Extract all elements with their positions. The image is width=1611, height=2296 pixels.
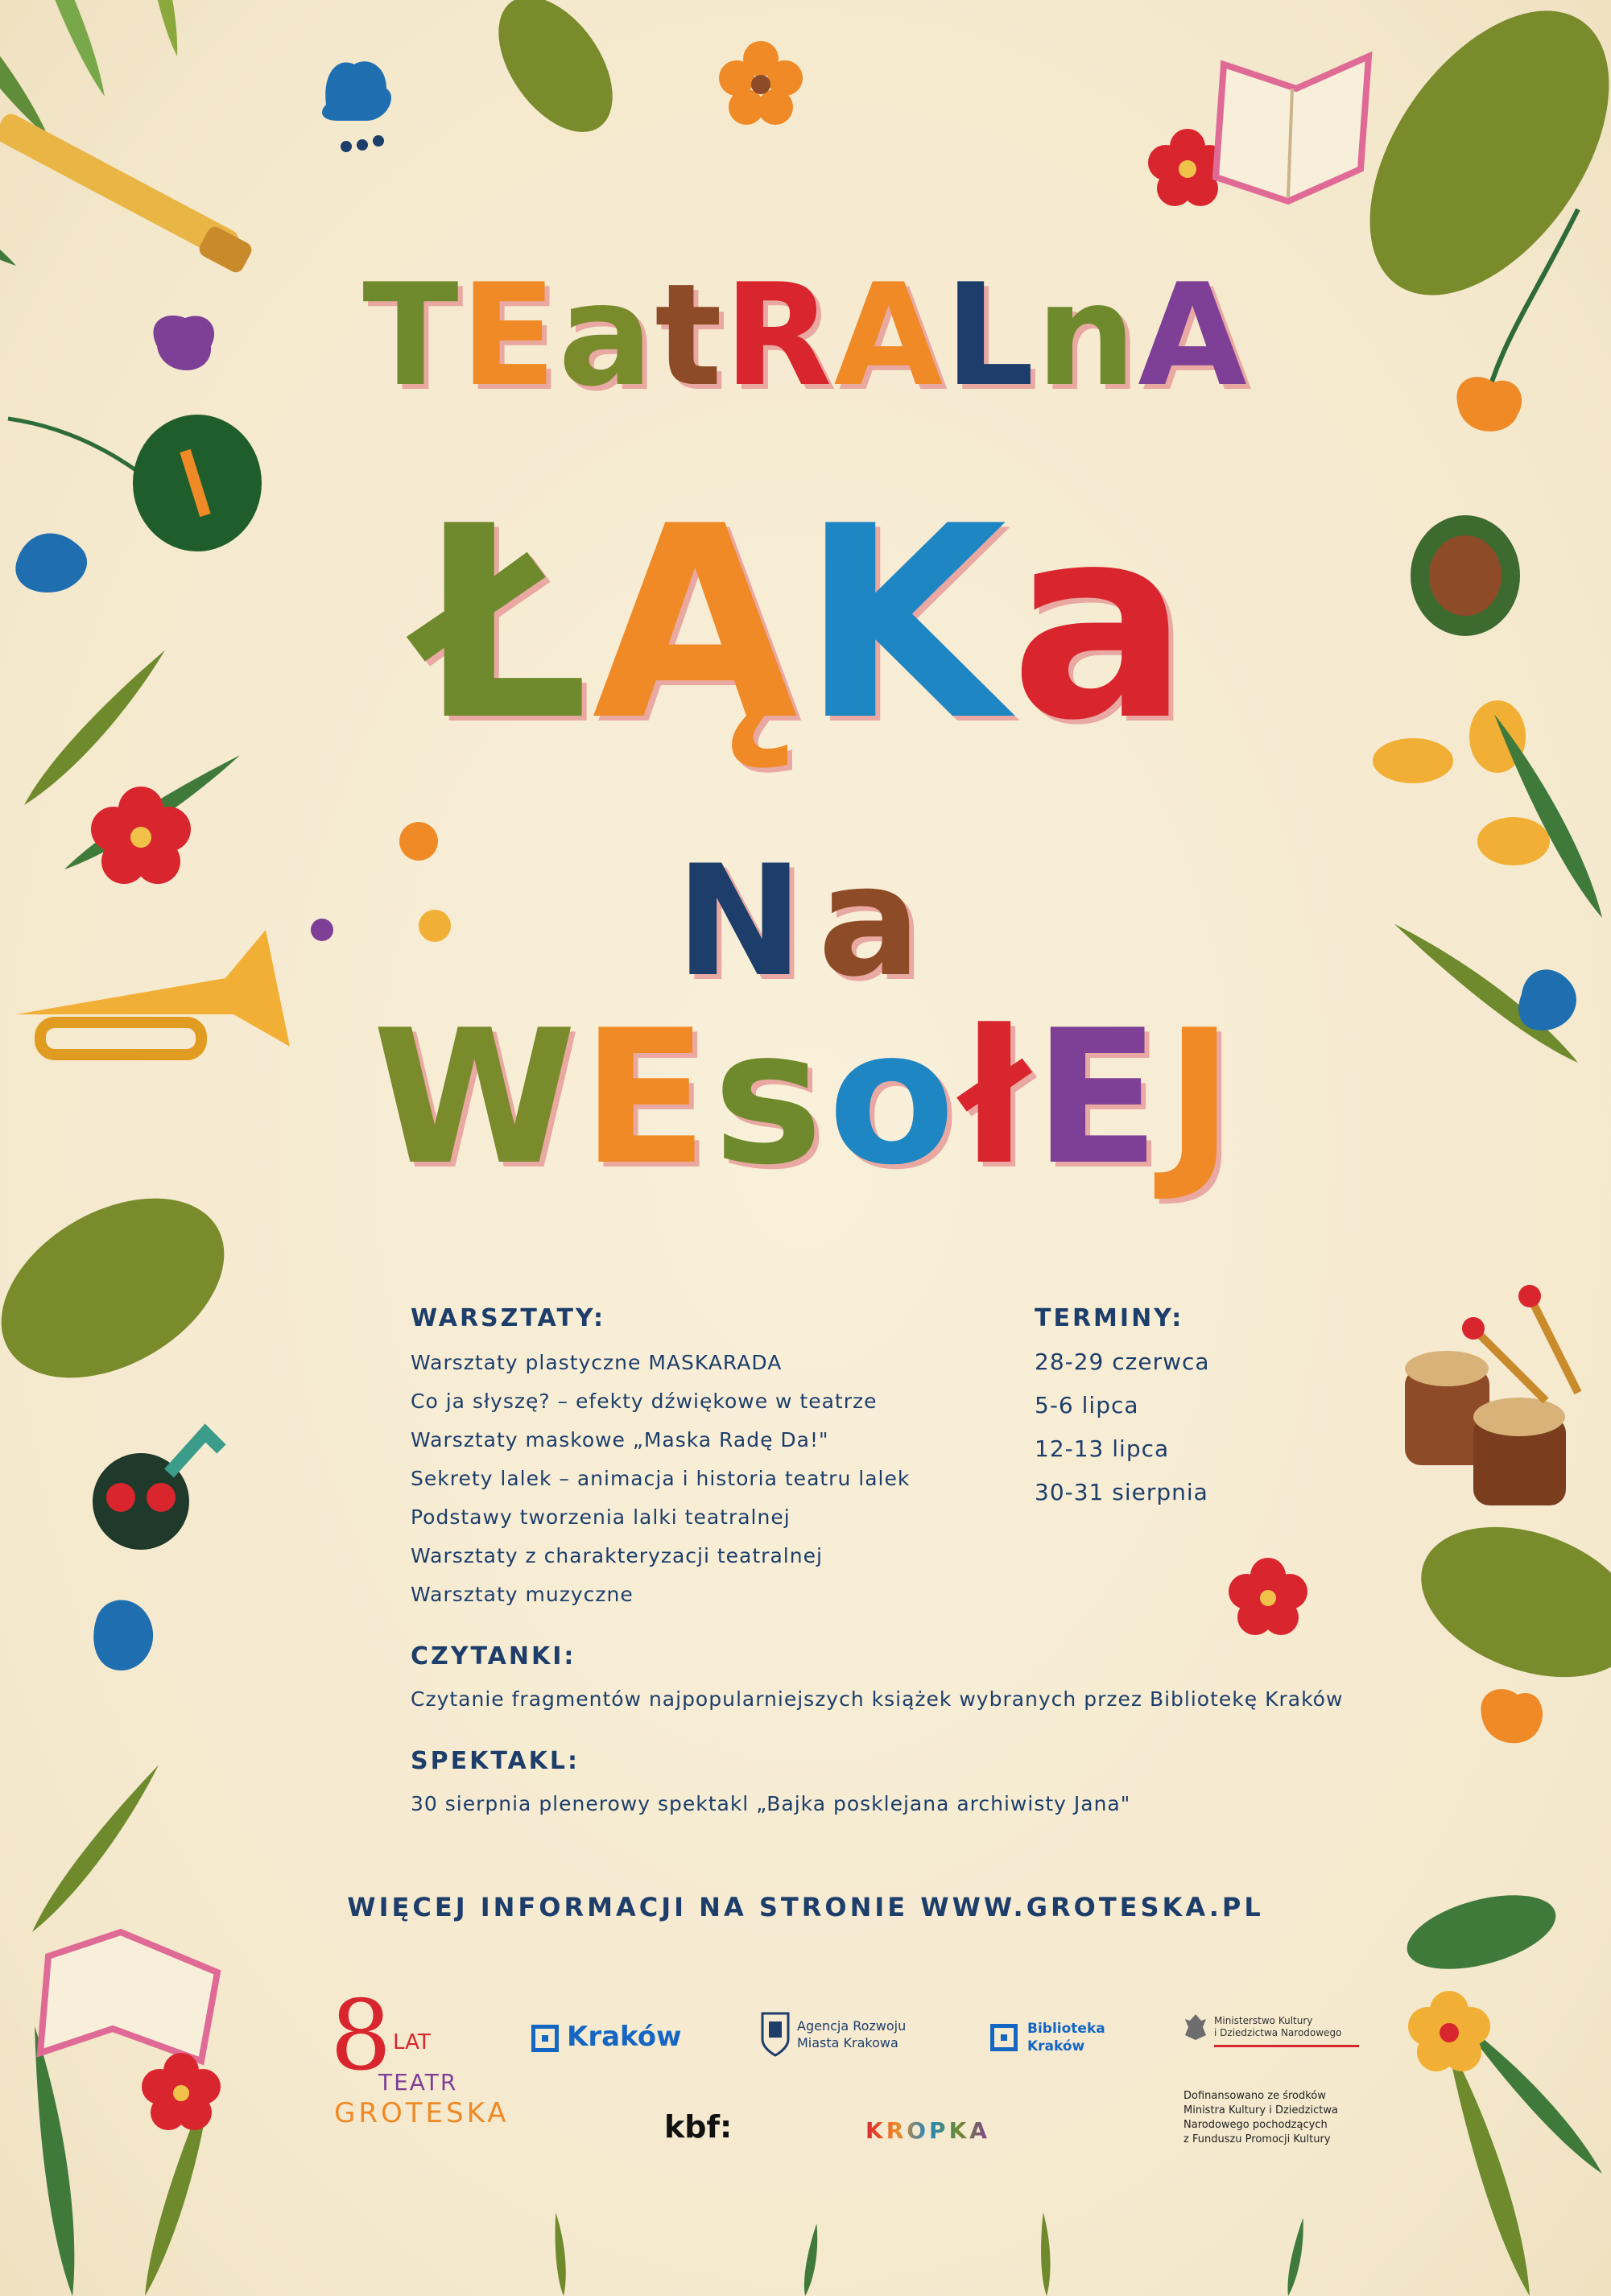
workshop-item: Co ja słyszę? – efekty dźwiękowe w teatrze bbox=[411, 1390, 878, 1413]
terms-heading: TERMINY: bbox=[1035, 1304, 1184, 1332]
krakow-mark-icon bbox=[531, 2025, 559, 2052]
oak-leaf-top bbox=[475, 0, 635, 152]
title-letter: t bbox=[655, 254, 724, 418]
title-letter: E bbox=[460, 254, 559, 418]
funding-note bbox=[1183, 2089, 1338, 2147]
title-letter: o bbox=[828, 991, 960, 1206]
funding-line: Ministra Kultury i Dziedzictwa bbox=[1183, 2104, 1338, 2116]
title-letter: J bbox=[1164, 991, 1239, 1206]
title-letter: T bbox=[362, 254, 461, 418]
readings-section bbox=[411, 1642, 1343, 1719]
terms-section bbox=[1035, 1304, 1210, 1514]
library-mark-icon bbox=[990, 2024, 1018, 2051]
funding-line: Narodowego pochodzących bbox=[1183, 2119, 1328, 2131]
title-letter: s bbox=[713, 991, 828, 1206]
title-line-3 bbox=[0, 832, 1611, 1010]
term-item: 28-29 czerwca bbox=[1035, 1348, 1210, 1375]
title-letter: K bbox=[800, 469, 1010, 778]
readings-heading: CZYTANKI: bbox=[411, 1642, 576, 1670]
readings-text: Czytanie fragmentów najpopularniejszych książek wybranych przez Bibliotekę Kraków bbox=[411, 1687, 1344, 1711]
library-line-1: Biblioteka bbox=[1027, 2021, 1105, 2037]
groteska-logo bbox=[330, 1980, 510, 2133]
oak-leaf-right-icon bbox=[1400, 1499, 1611, 1705]
workshop-item: Sekrety lalek – animacja i historia teatru lalek bbox=[411, 1467, 911, 1490]
title-letter: Ł bbox=[418, 469, 593, 778]
library-line-2: Kraków bbox=[1027, 2038, 1085, 2054]
title-letter: N bbox=[675, 832, 818, 1010]
title-letter: W bbox=[372, 991, 582, 1206]
eagle-icon bbox=[1183, 2013, 1208, 2042]
red-flower-right-icon bbox=[1229, 1558, 1307, 1635]
title-letter: A bbox=[833, 254, 945, 418]
orange-flower-icon bbox=[719, 41, 803, 125]
groteska-lat: LAT bbox=[393, 2030, 431, 2054]
workshop-item: Warsztaty plastyczne MASKARADA bbox=[411, 1351, 783, 1374]
krakow-text: Kraków bbox=[567, 2021, 682, 2053]
workshop-item: Podstawy tworzenia lalki teatralnej bbox=[411, 1505, 791, 1529]
bottom-grass bbox=[549, 2212, 1306, 2296]
title-letter: n bbox=[1035, 254, 1138, 418]
title-letter: a bbox=[817, 832, 936, 1010]
bottom-right-foliage bbox=[1399, 1881, 1611, 2296]
term-item: 30-31 sierpnia bbox=[1035, 1479, 1208, 1505]
fern-left bbox=[8, 419, 153, 483]
workshops-section bbox=[411, 1304, 910, 1614]
ministry-logo bbox=[1183, 2013, 1361, 2061]
show-text: 30 sierpnia plenerowy spektakl „Bajka posklejana archiwisty Jana" bbox=[411, 1792, 1131, 1815]
show-heading: SPEKTAKL: bbox=[411, 1747, 580, 1775]
funding-line: z Funduszu Promocji Kultury bbox=[1183, 2133, 1331, 2145]
workshop-item: Warsztaty maskowe „Maska Radę Da!" bbox=[411, 1428, 829, 1452]
title-line-1 bbox=[0, 254, 1611, 418]
open-book-icon bbox=[1216, 56, 1369, 201]
yellow-flower-bottom-right-icon bbox=[1408, 1991, 1490, 2071]
title-letter: ł bbox=[960, 991, 1034, 1206]
orange-bud-bottom-right-icon bbox=[1481, 1689, 1543, 1743]
funding-line: Dofinansowano ze środków bbox=[1183, 2090, 1326, 2102]
kropka-logo bbox=[865, 2117, 990, 2144]
title-letter: E bbox=[1033, 991, 1165, 1206]
workshops-heading: WARSZTATY: bbox=[411, 1304, 606, 1332]
title-letter: L bbox=[944, 254, 1036, 418]
show-section bbox=[411, 1747, 1130, 1823]
kbf-logo: kbf: bbox=[664, 2109, 733, 2145]
more-info-link[interactable]: WIĘCEJ INFORMACJI NA STRONIE WWW.GROTESKA.PL bbox=[347, 1892, 1264, 1922]
term-item: 5-6 lipca bbox=[1035, 1392, 1139, 1418]
title-letter: a bbox=[1010, 469, 1193, 778]
red-flower-bottom-left-icon bbox=[142, 2053, 221, 2130]
workshop-item: Warsztaty muzyczne bbox=[411, 1583, 634, 1606]
workshop-item: Warsztaty z charakteryzacji teatralnej bbox=[411, 1544, 823, 1567]
ministry-line-2: i Dziedzictwa Narodowego bbox=[1214, 2027, 1342, 2038]
title-letter: E bbox=[581, 991, 713, 1206]
groteska-name: GROTESKA bbox=[334, 2097, 510, 2129]
oak-leaf-left-icon bbox=[0, 1162, 255, 1415]
coat-of-arms-icon bbox=[761, 2009, 790, 2057]
term-item: 12-13 lipca bbox=[1035, 1435, 1170, 1462]
krakow-logo bbox=[531, 2021, 682, 2053]
kropka-text: KROPKA bbox=[865, 2117, 990, 2144]
ministry-line-1: Ministerstwo Kultury bbox=[1214, 2015, 1313, 2026]
flute-icon bbox=[0, 110, 254, 275]
figure-mask-icon bbox=[93, 1433, 221, 1550]
blue-flower-bottom-left-icon bbox=[93, 1600, 153, 1671]
groteska-teatr: TEATR bbox=[378, 2069, 458, 2096]
title-line-4 bbox=[0, 991, 1611, 1206]
title-letter: R bbox=[723, 254, 834, 418]
blue-flower-icon bbox=[322, 61, 391, 152]
ministry-underline bbox=[1214, 2045, 1359, 2047]
agency-line-1: Agencja Rozwoju bbox=[797, 2018, 907, 2034]
title-line-2 bbox=[0, 469, 1611, 778]
drums-icon bbox=[1405, 1285, 1578, 1505]
title-letter: A bbox=[1138, 254, 1249, 418]
title-letter: Ą bbox=[592, 469, 801, 778]
agency-line-2: Miasta Krakowa bbox=[797, 2035, 898, 2050]
title-letter: a bbox=[558, 254, 655, 418]
groteska-number: 8 bbox=[330, 1980, 392, 2092]
pink-book-icon bbox=[40, 1932, 217, 2061]
